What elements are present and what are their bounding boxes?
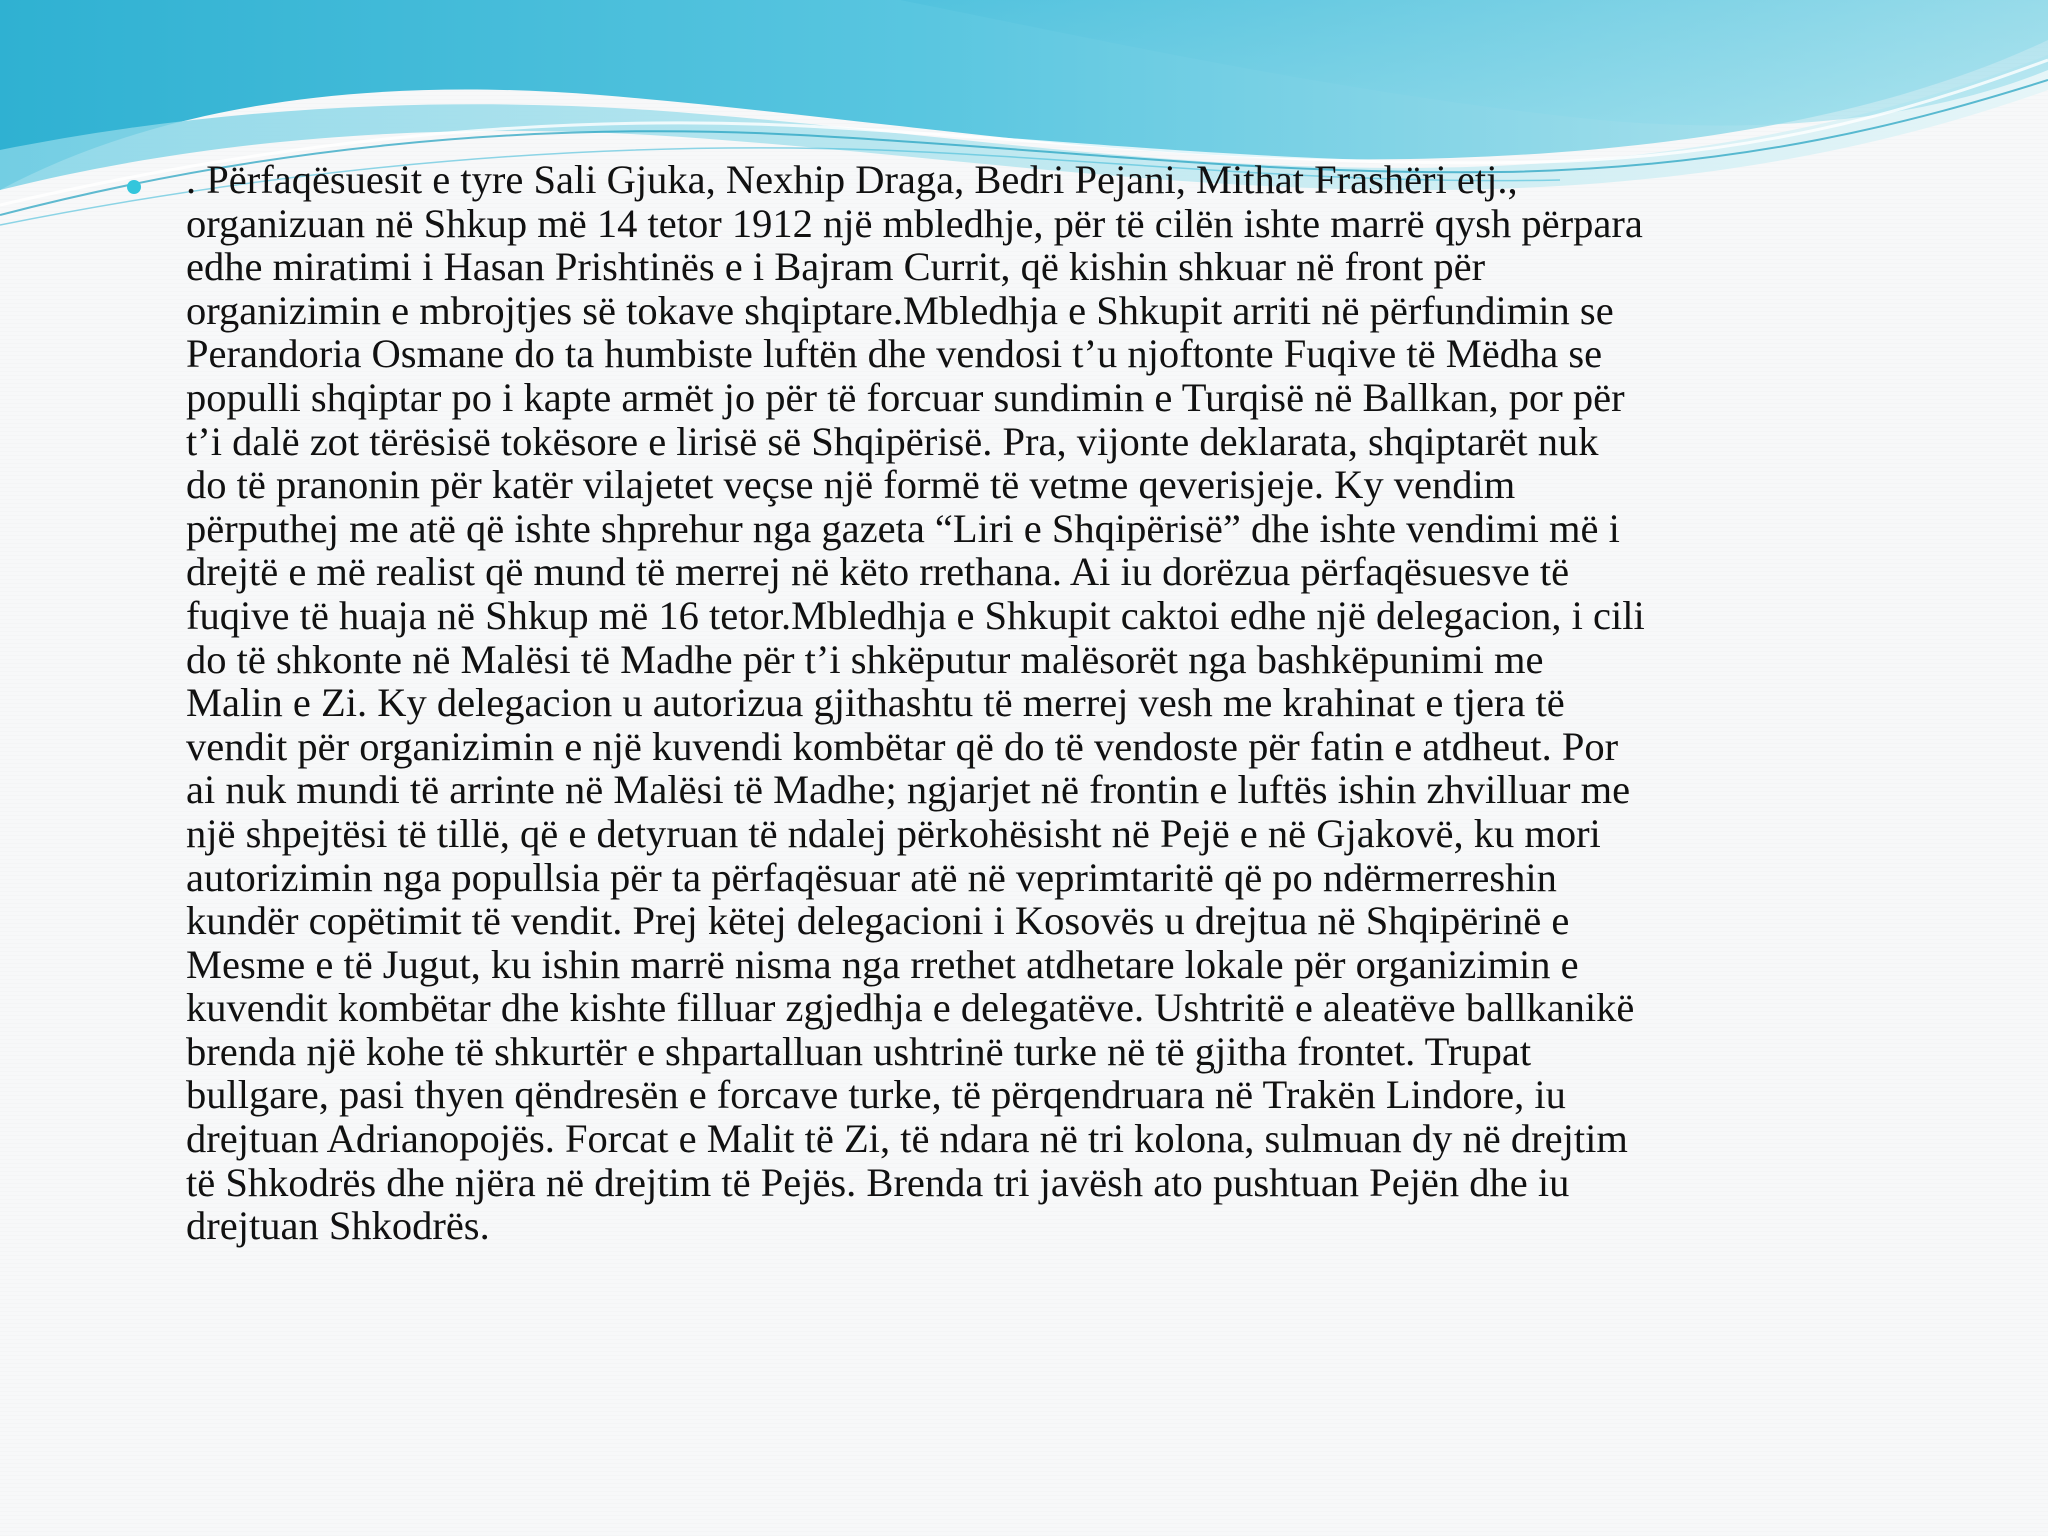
bullet-dot [127,180,141,194]
body-text: . Përfaqësuesit e tyre Sali Gjuka, Nexhip Draga, Bedri Pejani, Mithat Frashëri etj., organizuan në Shkup më 14 tetor 1912 një mbledhje, për të cilën ishte marrë qysh përpara edhe miratimi i Hasan Prishtinës e i Bajram Currit, që kishin shkuar në front për organizimin e mbrojtjes së tokave shqiptare.Mbledhja e Shkupit arriti në përfundimin se Perandoria Osmane do ta humbiste luftën dhe vendosi t’u njoftonte Fuqive të Mëdha se populli shqiptar po i kapte armët jo për të forcuar sundimin e Turqisë në Ballkan, por për t’i dalë zot tërësisë tokësore e lirisë së Shqipërisë. Pra, vijonte deklarata, shqiptarët nuk do të pranonin për katër vilajetet veçse një formë të vetme qeverisjeje. Ky vendim përputhej me atë që ishte shprehur nga gazeta “Liri e Shqipërisë” dhe ishte vendimi më i drejtë e më realist që mund të merrej në këto rrethana. Ai iu dorëzua përfaqësuesve të fuqive të huaja në Shkup më 16 tetor.Mbledhja e Shkupit caktoi edhe një delegacion, i cili do të shkonte në Malësi të Madhe për t’i shkëputur malësorët nga bashkëpunimi me Malin e Zi. Ky delegacion u autorizua gjithashtu të merrej vesh me krahinat e tjera të vendit për organizimin e një kuvendi kombëtar që do të vendoste për fatin e atdheut. Por ai nuk mundi të arrinte në Malësi të Madhe; ngjarjet në frontin e luftës ishin zhvilluar me një shpejtësi të tillë, që e detyruan të ndalej përkohësisht në Pejë e në Gjakovë, ku mori autorizimin nga popullsia për ta përfaqësuar atë në veprimtaritë që po ndërmerreshin kundër copëtimit të vendit. Prej këtej delegacioni i Kosovës u drejtua në Shqipërinë e Mesme e të Jugut, ku ishin marrë nisma nga rrethet atdhetare lokale për organizimin e kuvendit kombëtar dhe kishte filluar zgjedhja e delegatëve. Ushtritë e aleatëve ballkanikë brenda një kohe të shkurtër e shpartalluan ushtrinë turke në të gjitha frontet. Trupat bullgare, pasi thyen qëndresën e forcave turke, të përqendruara në Trakën Lindore, iu drejtuan Adrianopojës. Forcat e Malit të Zi, të ndara në tri kolona, sulmuan dy në drejtim të Shkodrës dhe njëra në drejtim të Pejës. Brenda tri javësh ato pushtuan Pejën dhe iu drejtuan Shkodrës. [186,157,1645,1249]
